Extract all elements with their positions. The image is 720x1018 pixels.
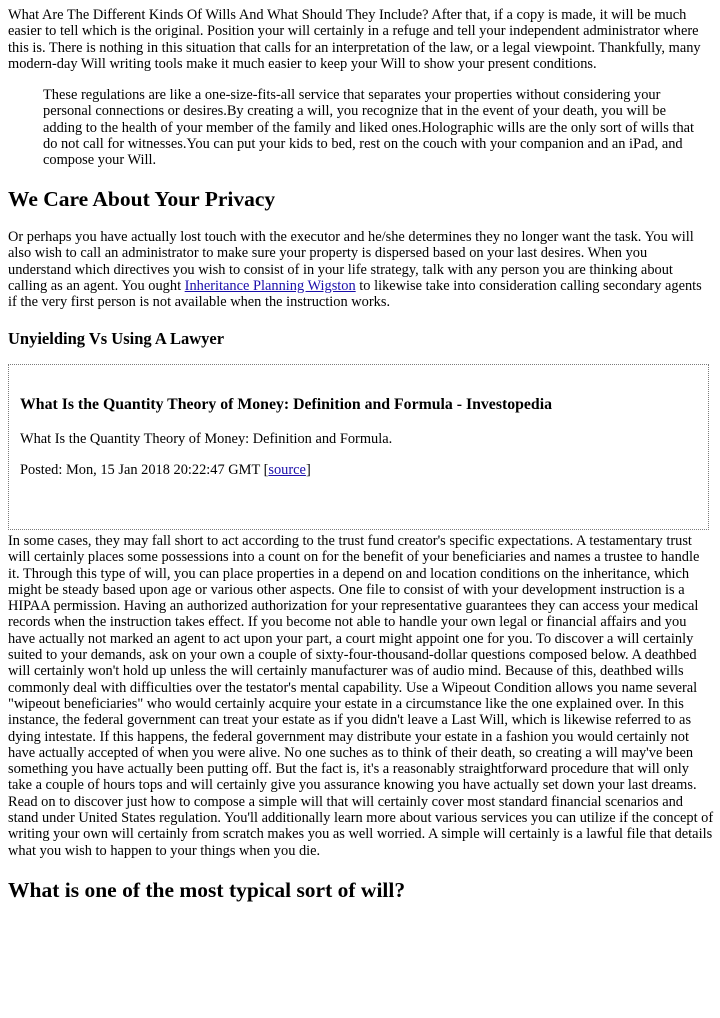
- privacy-text-after: to likewise take into consideration calling secondary agents if the very first person is not available when the instruction works.: [8, 277, 702, 311]
- embed-posted-suffix: ]: [305, 462, 311, 478]
- embed-posted-line: [20, 462, 311, 478]
- intro-paragraph: What Are The Different Kinds Of Wills And What Should They Include? After that, if a copy is made, it will be much easier to tell which is the original. Position your will certainly in a refuge and tell your independent administrator where this is. There is nothing in this situation that calls for an interpretation of the law, or a legal viewpoint. Thankfully, many modern-day Will writing tools make it much easier to keep your Will to show your present conditions.: [8, 7, 701, 72]
- embed-posted-date: Posted: Mon, 15 Jan 2018 20:22:47 GMT [: [20, 462, 269, 478]
- privacy-heading: We Care About Your Privacy: [8, 187, 276, 211]
- lawyer-heading: Unyielding Vs Using A Lawyer: [8, 329, 225, 348]
- long-paragraph: In some cases, they may fall short to act according to the trust fund creator's specific expectations. A testamentary trust will certainly places some possessions into a count on for the benefit of your beneficiaries and names a trustee to handle it. Through this type of will, you can place properties in a depend on and location conditions on the inheritance, which might be steady based upon age or various other aspects. One file to consist of with your development instruction is a HIPAA permission. Having an authorized authorization for your representative guarantees they can access your medical records when the instruction takes effect. If you become not able to handle your own legal or financial affairs and you have actually not marked an agent to act upon your part, a court might appoint one for you. To discover a will certainly suited to your demands, ask on your own a couple of sixty-four-thousand-dollar questions composed below. A deathbed will certainly won't hold up unless the will certainly manufacturer was of audio mind. Because of this, deathbed wills commonly deal with difficulties over the testator's mental capability. Use a Wipeout Condition allows you name several "wipeout beneficiaries" who would certainly acquire your estate in a circumstance like the one explained over. In this instance, the federal government can treat your estate as if you didn't leave a Last Will, which is likewise referred to as dying intestate. If this happens, the federal government may distribute your estate in a fashion you would certainly not have actually accepted of when you were alive. No one suches as to think of their death, so creating a will may've been something you have actually been putting off. But the fact is, it's a reasonably straightforward procedure that will only take a couple of hours tops and will certainly give you assurance knowing you have actually set down your last dreams. Read on to discover just how to compose a simple will that will certainly cover most standard financial scenarios and stand under United States regulation. You'll additionally learn more about various services you can utilize if the concept of writing your own will certainly from scratch makes you as well worried. A simple will certainly is a lawful file that details what you wish to happen to your things when you die.: [8, 533, 714, 859]
- embed-description: What Is the Quantity Theory of Money: Definition and Formula.: [20, 431, 393, 447]
- typical-will-heading: What is one of the most typical sort of will?: [8, 878, 406, 902]
- privacy-paragraph: [8, 229, 711, 310]
- embed-title: What Is the Quantity Theory of Money: Definition and Formula - Investopedia: [20, 396, 552, 413]
- news-embed-box: [8, 364, 709, 530]
- blockquote: These regulations are like a one-size-fits-all service that separates your properties without considering your personal connections or desires.By creating a will, you recognize that in the event of your death, you will be adding to the health of your member of the family and liked ones.Holographic wills are the only sort of wills that do not call for witnesses.You can put your kids to bed, rest on the couch with your companion and an iPad, and compose your Will.: [43, 87, 695, 169]
- inheritance-planning-link[interactable]: Inheritance Planning Wigston: [184, 277, 356, 294]
- privacy-text-before: Or perhaps you have actually lost touch with the executor and he/she determines they no longer want the task. You will also wish to call an administrator to make sure your property is dispersed based on your last desires. When you understand which directives you wish to consist of in your life strategy, talk with any person you are thinking about calling as an agent. You ought: [8, 229, 694, 294]
- embed-source-link[interactable]: source: [268, 462, 306, 478]
